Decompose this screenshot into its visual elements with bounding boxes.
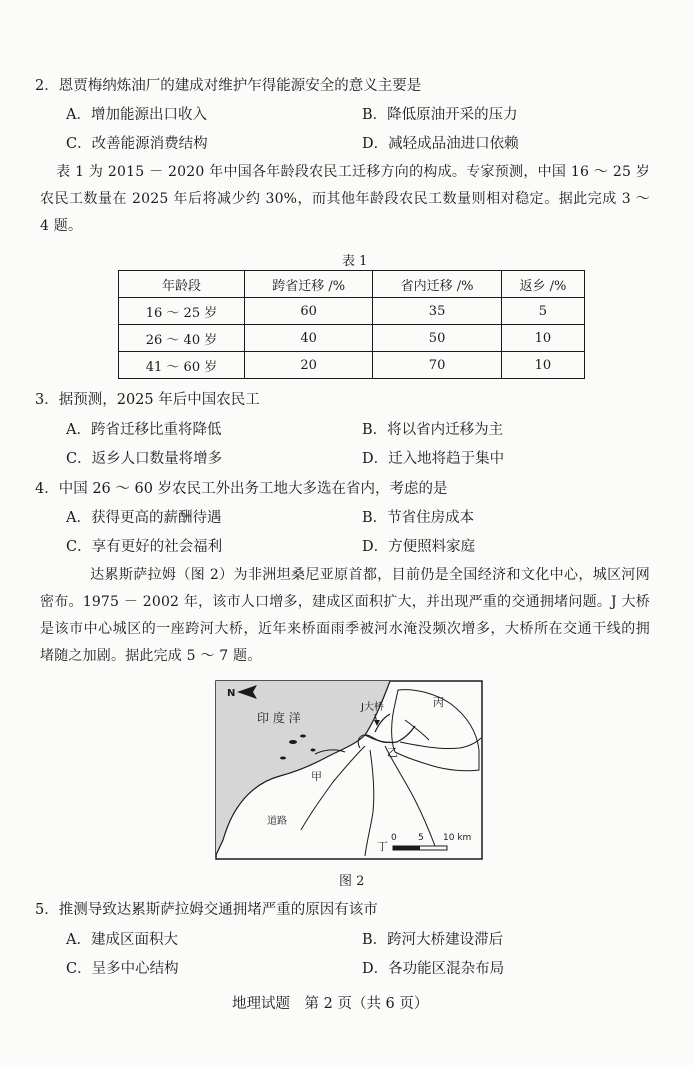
- q5-option-d: D．各功能区混杂布局: [362, 961, 505, 977]
- table-cell: 5: [501, 298, 584, 325]
- figure-2-caption: 图 2: [339, 874, 365, 889]
- intro-paragraph-1: [40, 159, 650, 240]
- table-header-cell: 跨省迁移 /%: [244, 271, 372, 298]
- table-1-caption: 表 1: [342, 254, 368, 269]
- q3-option-b: B．将以省内迁移为主: [362, 422, 504, 438]
- table-cell: 40: [244, 325, 372, 352]
- q3-option-a: A．跨省迁移比重将降低: [66, 422, 222, 438]
- label-ding: 丁: [377, 840, 388, 853]
- table-cell: 10: [501, 352, 584, 379]
- intro-2-text: 达累斯萨拉姆（图 2）为非洲坦桑尼亚原首都，目前仍是全国经济和文化中心，城区河网密布。1975 － 2002 年，该市人口增多，建成区面积扩大，并出现严重的交通拥堵问题。J 大桥是该市中心城区的一座跨河大桥，近年来桥面雨季被河水淹没频次增多，大桥所在交通干线的拥堵随之加剧。据此完成 5 ～ 7 题。: [40, 567, 650, 664]
- table-cell: 16 ～ 25 岁: [119, 298, 245, 325]
- q2-option-a: A．增加能源出口收入: [66, 107, 207, 123]
- table-cell: 26 ～ 40 岁: [119, 325, 245, 352]
- label-jia: 甲: [311, 770, 322, 783]
- map-figure-2: [215, 680, 483, 860]
- q5-option-c: C．呈多中心结构: [66, 961, 179, 977]
- intro-paragraph-2: [40, 562, 650, 670]
- q4-option-a: A．获得更高的薪酬待遇: [66, 510, 222, 526]
- scale-label-0: 0: [391, 833, 397, 843]
- table-cell: 70: [373, 352, 501, 379]
- q5-option-b: B．跨河大桥建设滞后: [362, 932, 504, 948]
- table-cell: 20: [244, 352, 372, 379]
- label-bing: 丙: [433, 696, 444, 709]
- table-header-cell: 年龄段: [119, 271, 245, 298]
- table-header-row: [119, 271, 585, 298]
- table-cell: 10: [501, 325, 584, 352]
- q2-stem: 2．恩贾梅纳炼油厂的建成对维护乍得能源安全的意义主要是: [35, 78, 422, 94]
- q4-option-c: C．享有更好的社会福利: [66, 539, 223, 555]
- q5-stem: 5．推测导致达累斯萨拉姆交通拥堵严重的原因有该市: [35, 902, 378, 918]
- q2-option-c: C．改善能源消费结构: [66, 136, 208, 152]
- north-label: N: [227, 688, 236, 699]
- table-row: [119, 298, 585, 325]
- scale-bar-fill: [393, 846, 420, 850]
- label-j-bridge: J大桥: [361, 702, 384, 713]
- q3-option-c: C．返乡人口数量将增多: [66, 451, 223, 467]
- q2-option-b: B．降低原油开采的压力: [362, 107, 518, 123]
- island: [280, 757, 286, 760]
- q3-stem: 3．据预测，2025 年后中国农民工: [35, 392, 260, 408]
- q4-option-b: B．节省住房成本: [362, 510, 475, 526]
- q3-option-d: D．迁入地将趋于集中: [362, 451, 505, 467]
- table-header-cell: 省内迁移 /%: [373, 271, 501, 298]
- q4-option-d: D．方便照料家庭: [362, 539, 476, 555]
- island: [289, 740, 297, 744]
- page-footer: 地理试题 第 2 页（共 6 页）: [232, 996, 429, 1012]
- scale-label-5: 5: [418, 833, 424, 843]
- table-row: [119, 325, 585, 352]
- table-header-cell: 返乡 /%: [501, 271, 584, 298]
- q4-stem: 4．中国 26 ～ 60 岁农民工外出务工地大多选在省内，考虑的是: [35, 481, 448, 497]
- label-yi: 乙: [387, 746, 398, 759]
- table-cell: 50: [373, 325, 501, 352]
- label-road: 道路: [267, 816, 287, 827]
- intro-1-text: 表 1 为 2015 － 2020 年中国各年龄段农民工迁移方向的构成。专家预测，中国 16 ～ 25 岁农民工数量在 2025 年后将减少约 30%，而其他年龄段农民工数量则相对稳定。据此完成 3 ～ 4 题。: [40, 164, 650, 234]
- q2-option-d: D．减轻成品油进口依赖: [362, 136, 519, 152]
- scale-label-10: 10 km: [443, 833, 472, 843]
- table-cell: 35: [373, 298, 501, 325]
- island: [300, 735, 306, 738]
- table-row: [119, 352, 585, 379]
- island: [311, 749, 316, 752]
- label-indian-ocean: 印 度 洋: [257, 711, 301, 725]
- table-cell: 41 ～ 60 岁: [119, 352, 245, 379]
- table-cell: 60: [244, 298, 372, 325]
- q5-option-a: A．建成区面积大: [66, 932, 178, 948]
- table-1: [118, 270, 585, 379]
